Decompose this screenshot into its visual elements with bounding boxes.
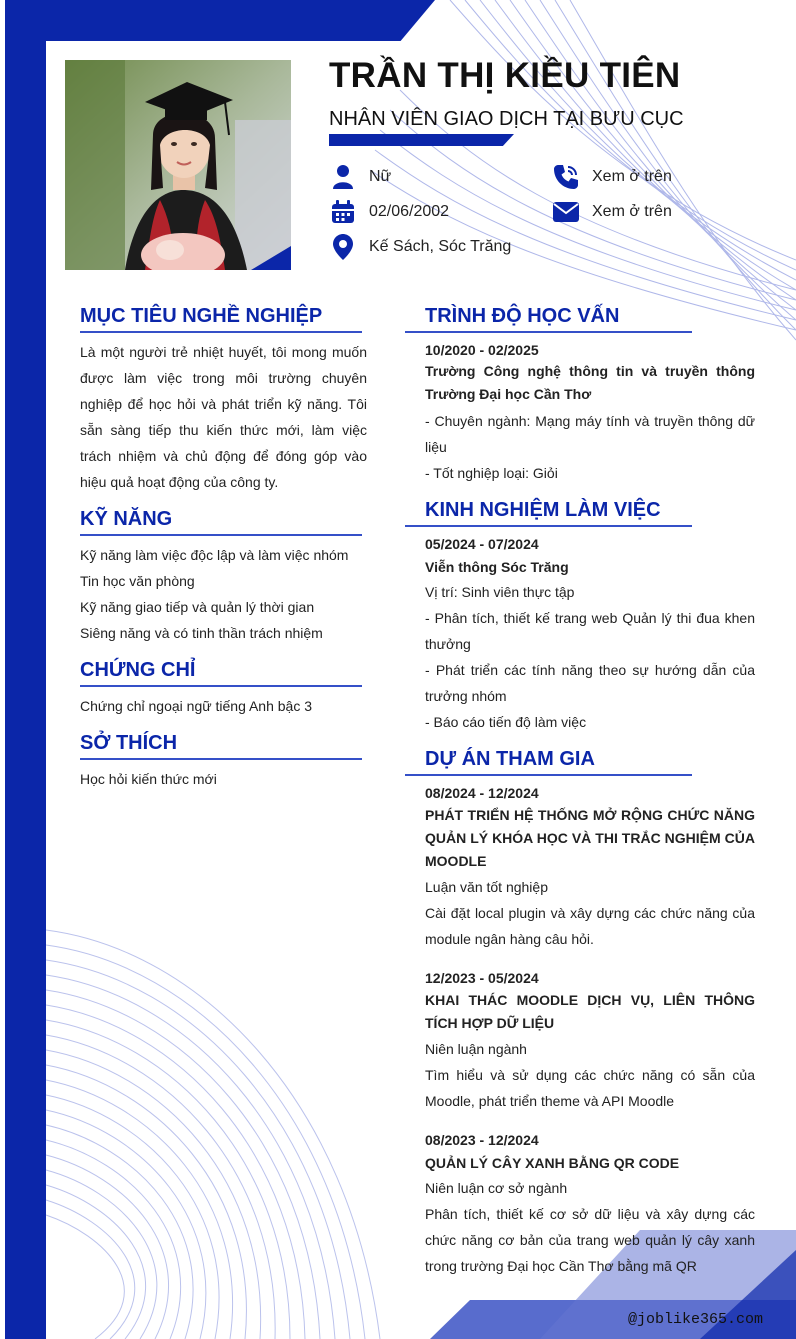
profile-photo — [65, 60, 291, 270]
experience-task: - Phân tích, thiết kế trang web Quản lý thi đua khen thưởng — [425, 610, 755, 652]
skill-item: Tin học văn phòng — [80, 573, 195, 589]
experience-task: - Báo cáo tiến độ làm việc — [425, 714, 587, 730]
skill-item: Siêng năng và có tinh thần trách nhiệm — [80, 625, 323, 641]
project-desc: Cài đặt local plugin và xây dựng các chức năng của module ngân hàng câu hỏi. — [425, 905, 755, 947]
contact-address — [329, 233, 511, 261]
project-type: Niên luận cơ sở ngành — [425, 1180, 568, 1196]
experience-task: - Phát triển các tính năng theo sự hướng dẫn của trưởng nhóm — [425, 662, 755, 704]
education-title: TRÌNH ĐỘ HỌC VẤN — [425, 305, 620, 327]
project-type: Niên luận ngành — [425, 1041, 527, 1057]
project-name: QUẢN LÝ CÂY XANH BẰNG QR CODE — [425, 1155, 680, 1171]
person-icon — [329, 163, 357, 191]
project-desc: Tìm hiểu và sử dụng các chức năng có sẵn của Moodle, phát triển theme và API Moodle — [425, 1067, 755, 1109]
location-pin-icon — [329, 233, 357, 261]
hobbies-underline — [80, 758, 362, 760]
certificates-underline — [80, 685, 362, 687]
hobby-item: Học hỏi kiến thức mới — [80, 771, 217, 787]
candidate-name: TRẦN THỊ KIỀU TIÊN — [329, 56, 681, 95]
objective-underline — [80, 331, 362, 333]
contact-phone — [552, 163, 672, 191]
projects-title: DỰ ÁN THAM GIA — [425, 748, 595, 770]
birthday-value: 02/06/2002 — [369, 203, 450, 220]
skills-underline — [80, 534, 362, 536]
watermark-text: @joblike365.com — [628, 1311, 764, 1328]
skill-item: Kỹ năng làm việc độc lập và làm việc nhóm — [80, 547, 349, 563]
projects-underline — [405, 774, 692, 776]
experience-underline — [405, 525, 692, 527]
skills-title: KỸ NĂNG — [80, 508, 173, 530]
calendar-icon — [329, 198, 357, 226]
project-period: 08/2023 - 12/2024 — [425, 1132, 539, 1148]
education-grade: - Tốt nghiệp loại: Giỏi — [425, 465, 558, 481]
education-period: 10/2020 - 02/2025 — [425, 342, 539, 358]
objective-title: MỤC TIÊU NGHỀ NGHIỆP — [80, 305, 323, 327]
skill-item: Kỹ năng giao tiếp và quản lý thời gian — [80, 599, 315, 615]
objective-text: Là một người trẻ nhiệt huyết, tôi mong muốn được làm việc trong môi trường chuyên nghiệp để học hỏi và phát triển kỹ năng. Tôi sẵn sàng tiếp thu kiến thức mới, làm việc trách nhiệm và chủ động để đóng góp vào hiệu quả hoạt động của công ty. — [80, 344, 367, 490]
education-major: - Chuyên ngành: Mạng máy tính và truyền thông dữ liệu — [425, 413, 755, 455]
phone-value: Xem ở trên — [592, 168, 672, 185]
address-value: Kế Sách, Sóc Trăng — [369, 238, 512, 255]
hobbies-title: SỞ THÍCH — [80, 732, 178, 754]
education-underline — [405, 331, 692, 333]
contact-birthday — [329, 198, 449, 226]
project-name: PHÁT TRIỂN HỆ THỐNG MỞ RỘNG CHỨC NĂNG QUẢN LÝ KHÓA HỌC VÀ THI TRẮC NGHIỆM CỦA MOODLE — [425, 807, 755, 869]
phone-icon — [552, 163, 580, 191]
experience-period: 05/2024 - 07/2024 — [425, 536, 539, 552]
gender-value: Nữ — [369, 168, 392, 185]
project-period: 12/2023 - 05/2024 — [425, 970, 539, 986]
project-type: Luận văn tốt nghiệp — [425, 879, 548, 895]
experience-company: Viễn thông Sóc Trăng — [425, 559, 569, 575]
project-period: 08/2024 - 12/2024 — [425, 785, 539, 801]
contact-email — [552, 198, 672, 226]
certificate-item: Chứng chỉ ngoại ngữ tiếng Anh bậc 3 — [80, 698, 313, 714]
experience-title: KINH NGHIỆM LÀM VIỆC — [425, 499, 661, 521]
contact-gender — [329, 163, 391, 191]
envelope-icon — [552, 198, 580, 226]
title-underline-bar — [329, 134, 514, 146]
experience-position: Vị trí: Sinh viên thực tập — [425, 584, 575, 600]
job-title: NHÂN VIÊN GIAO DỊCH TẠI BƯU CỤC — [329, 108, 684, 130]
project-name: KHAI THÁC MOODLE DỊCH VỤ, LIÊN THÔNG TÍCH HỢP DỮ LIỆU — [425, 992, 755, 1031]
email-value: Xem ở trên — [592, 203, 672, 220]
project-desc: Phân tích, thiết kế cơ sở dữ liệu và xây dựng các chức năng cơ bản của trang web quản lý cây xanh trong trường Đại học Cần Thơ bằng mã QR — [425, 1206, 755, 1274]
education-school: Trường Công nghệ thông tin và truyền thông Trường Đại học Cần Thơ — [425, 363, 755, 402]
certificates-title: CHỨNG CHỈ — [80, 659, 196, 681]
